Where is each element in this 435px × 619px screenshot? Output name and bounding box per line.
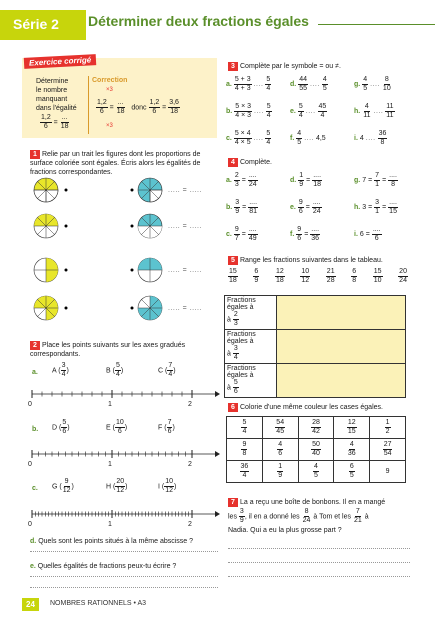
ex6-cell[interactable]: [262, 439, 298, 461]
ex2-b-point: E ( $\frac{10}{6}$ ): [106, 419, 128, 435]
ex2-a-point: C ( $\frac{7}{4}$ ): [158, 362, 176, 378]
ex6-row: [227, 439, 406, 461]
ex4-item[interactable]: d. $\frac{1}{9}$ = $\frac{....}{18}$: [290, 172, 322, 188]
fraction: $\frac{27}{54}$: [383, 441, 392, 457]
page-number: 24: [22, 598, 39, 611]
ex2-c-letter: c.: [32, 485, 38, 492]
dot[interactable]: [65, 189, 68, 192]
dot[interactable]: [65, 225, 68, 228]
ex5-row-label: Fractions égales à à $\frac{5}{6}$: [225, 364, 277, 398]
ex6-row: [227, 461, 406, 483]
corrected-exercise-tag: Exercice corrigé: [24, 54, 97, 69]
fraction: $\frac{4}{5}$: [363, 76, 368, 92]
ex5-row-label: Fractions égales à à $\frac{3}{4}$: [225, 330, 277, 364]
axis-b[interactable]: [32, 450, 220, 458]
ex7-text: La a reçu une boîte de bonbons. Il en a mangé: [240, 499, 386, 506]
fraction: $\frac{8}{24}$: [302, 508, 311, 524]
multiplier-bottom: ×3: [106, 123, 113, 129]
fraction: $\frac{4}{11}$: [363, 103, 371, 119]
corrige-statement: [36, 77, 77, 113]
fraction: $\frac{36}{4}$: [240, 463, 249, 479]
fraction: $\frac{6}{9}$: [254, 268, 259, 284]
ex6-cell[interactable]: [227, 439, 263, 461]
fraction: $\frac{28}{42}$: [312, 419, 320, 435]
fraction: $\frac{20}{24}$: [399, 268, 407, 284]
fraction: $\frac{....}{36}$: [311, 226, 320, 242]
serie-badge: Série 2: [0, 10, 86, 40]
ex2-c-point: H ( $\frac{20}{12}$ ): [106, 478, 128, 494]
ex5-fractions: [228, 268, 408, 285]
ex4-instructions: [228, 158, 272, 167]
fraction: $\frac{6}{8}$: [352, 268, 357, 284]
answer-line[interactable]: [30, 551, 218, 552]
multiplier-top: ×3: [106, 87, 113, 93]
ex1-blank[interactable]: ..... = .....: [168, 223, 202, 230]
title-rule: [318, 24, 435, 25]
ex6-table: [226, 416, 406, 483]
fraction: $\frac{1,2}{6}$: [149, 99, 160, 115]
fraction: $\frac{9}{7}$: [234, 226, 239, 242]
ex1-blank[interactable]: ..... = .....: [168, 187, 202, 194]
ex2-text: Place les points suivants sur les axes gradués correspondants.: [30, 342, 186, 358]
ex1-instructions: [30, 150, 220, 177]
ex6-cell[interactable]: [227, 461, 263, 483]
fraction: $\frac{2}{3}$: [234, 172, 239, 188]
ex4-item[interactable]: e. $\frac{9}{6}$ = $\frac{....}{24}$: [290, 199, 321, 215]
footer-label: NOMBRES RATIONNELS • A3: [50, 600, 147, 607]
fraction: $\frac{12}{18}$: [275, 268, 284, 284]
fraction: $\frac{1}{9}$: [299, 172, 304, 188]
axis-c-label-0: 0: [28, 521, 32, 528]
ex2-c-point: I ( $\frac{10}{12}$ ): [158, 478, 177, 494]
axis-c-label-2: 2: [188, 521, 192, 528]
correction-equation: $\frac{1,2}{6}$ = $\frac{...}{18}$ donc $\frac{1,2}{6}$ = $\frac{3,6}{18}$: [97, 99, 179, 115]
ex2-a-point: A ( $\frac{3}{4}$ ): [52, 362, 69, 378]
fraction: $\frac{15}{10}$: [373, 268, 382, 284]
ex4-item[interactable]: h. 3 = $\frac{3}{1}$ = $\frac{....}{15}$: [354, 199, 397, 215]
ex5-row: [225, 364, 406, 398]
fraction: $\frac{4}{5}$: [297, 130, 302, 146]
fraction: $\frac{6}{5}$: [349, 463, 354, 479]
fraction: $\frac{....}{8}$: [389, 172, 397, 188]
axis-b-label-1: 1: [108, 461, 112, 468]
ex5-answer-cell[interactable]: [277, 364, 406, 398]
ex3-item[interactable]: i. 4 .... $\frac{36}{8}$: [354, 130, 387, 146]
ex2-a-letter: a.: [32, 369, 38, 376]
fraction: $\frac{1,2}{6}$: [41, 114, 51, 130]
answer-line[interactable]: [228, 576, 410, 577]
axis-a-label-2: 2: [188, 401, 192, 408]
donc-word: donc: [131, 104, 147, 112]
ex6-cell[interactable]: 9: [370, 461, 406, 483]
ex4-text: Complète.: [240, 159, 272, 166]
ex5-text: Range les fractions suivantes dans le tableau.: [240, 257, 383, 264]
fraction: $\frac{5}{4}$: [298, 103, 303, 119]
fraction: $\frac{8}{10}$: [382, 76, 391, 92]
fraction: $\frac{15}{18}$: [229, 268, 237, 284]
fraction: $\frac{10}{12}$: [301, 268, 310, 284]
fraction: $\frac{....}{18}$: [313, 172, 322, 188]
ex3-number: 3: [228, 62, 238, 71]
ex4-number: 4: [228, 158, 238, 167]
correction-divider: [88, 76, 89, 134]
page-footer: [0, 594, 435, 619]
dot[interactable]: [131, 225, 134, 228]
fraction: $\frac{5 \times 4}{4 \times 5}$: [234, 130, 251, 146]
ex6-cell[interactable]: [334, 439, 370, 461]
fraction: $\frac{3}{4}$: [233, 345, 238, 361]
dot[interactable]: [65, 307, 68, 310]
statement-line: dans l'égalité: [36, 105, 77, 112]
fraction: $\frac{9}{8}$: [242, 441, 247, 457]
ex3-item[interactable]: a. $\frac{5 + 3}{4 + 3}$ .... $\frac{5}{4}$: [226, 76, 271, 92]
axis-c-label-1: 1: [108, 521, 112, 528]
page-title: Déterminer deux fractions égales: [88, 13, 309, 29]
ex3-item[interactable]: e. $\frac{5}{4}$ .... $\frac{45}{4}$: [290, 103, 327, 119]
ex1-number: 1: [30, 150, 40, 159]
fraction: $\frac{1}{2}$: [385, 419, 390, 435]
fraction: $\frac{5 + 3}{4 + 3}$: [234, 76, 251, 92]
ex4-item[interactable]: a. $\frac{2}{3}$ = $\frac{....}{24}$: [226, 172, 257, 188]
ex3-text: Complète par le symbole = ou ≠.: [240, 63, 341, 70]
ex4-item[interactable]: g. 7 = $\frac{7}{1}$ = $\frac{....}{8}$: [354, 172, 397, 188]
fraction: $\frac{12}{15}$: [347, 419, 356, 435]
fraction: $\frac{1}{9}$: [278, 463, 283, 479]
fraction: $\frac{....}{24}$: [312, 199, 321, 215]
ex2-question-d: d. Quels sont les points situés à la même abscisse ?: [30, 538, 194, 545]
axis-a-label-1: 1: [108, 401, 112, 408]
ex1-blank[interactable]: ..... = .....: [168, 305, 202, 312]
fraction: $\frac{3}{1}$: [375, 199, 380, 215]
correction-title: Correction: [92, 77, 128, 84]
ex3-item[interactable]: g. $\frac{4}{5}$ .... $\frac{8}{10}$: [354, 76, 391, 92]
ex6-cell[interactable]: [298, 417, 334, 439]
ex7-number: 7: [228, 498, 238, 507]
axis-a-label-0: 0: [28, 401, 32, 408]
ex6-cell[interactable]: [298, 439, 334, 461]
ex4-item[interactable]: i. 6 = $\frac{....}{6}$: [354, 226, 381, 242]
fraction: $\frac{11}{11}$: [386, 103, 394, 119]
answer-line[interactable]: [228, 562, 410, 563]
fraction: $\frac{...}{18}$: [116, 99, 125, 115]
ex3-item[interactable]: c. $\frac{5 \times 4}{4 \times 5}$ .... $\frac{5}{4}$: [226, 130, 271, 146]
fraction: $\frac{....}{15}$: [389, 199, 397, 215]
fraction: $\frac{7}{1}$: [375, 172, 380, 188]
ex6-cell[interactable]: [334, 461, 370, 483]
fraction: $\frac{2}{3}$: [233, 311, 238, 327]
fraction: $\frac{5}{4}$: [266, 76, 271, 92]
axis-a[interactable]: [32, 390, 220, 398]
axis-b-label-2: 2: [188, 461, 192, 468]
fraction: $\frac{3}{9}$: [235, 199, 240, 215]
dot[interactable]: [131, 269, 134, 272]
ex2-number: 2: [30, 341, 40, 350]
axis-b-label-0: 0: [28, 461, 32, 468]
page-header: [0, 0, 435, 40]
ex2-b-point: D ( $\frac{5}{6}$ ): [52, 419, 70, 435]
axis-c[interactable]: [32, 510, 220, 518]
ex3-item[interactable]: h. $\frac{4}{11}$ .... $\frac{11}{11}$: [354, 103, 394, 119]
ex2-question-e: e. Quelles égalités de fractions peux-tu écrire ?: [30, 563, 177, 570]
ex6-cell[interactable]: [370, 439, 406, 461]
ex5-table: [224, 295, 406, 398]
fraction: $\frac{5}{4}$: [266, 130, 271, 146]
fraction: $\frac{....}{81}$: [249, 199, 258, 215]
statement-line: Détermine: [36, 78, 69, 85]
ex6-cell[interactable]: [370, 417, 406, 439]
fraction: $\frac{50}{40}$: [312, 441, 320, 457]
fraction: $\frac{4}{5}$: [314, 463, 318, 479]
ex2-instructions: [30, 341, 220, 359]
ex1-blank[interactable]: ..... = .....: [168, 267, 202, 274]
ex6-cell[interactable]: [262, 461, 298, 483]
ex2-b-letter: b.: [32, 426, 39, 433]
fraction: $\frac{44}{55}$: [299, 76, 308, 92]
fraction: $\frac{3,6}{18}$: [169, 99, 179, 115]
fraction: $\frac{....}{6}$: [372, 226, 381, 242]
fraction: $\frac{9}{6}$: [298, 199, 303, 215]
ex6-number: 6: [228, 403, 238, 412]
ex6-cell[interactable]: [334, 417, 370, 439]
ex6-cell[interactable]: [262, 417, 298, 439]
fraction: $\frac{21}{28}$: [326, 268, 335, 284]
statement-line: manquant: [36, 96, 68, 103]
answer-line[interactable]: [228, 548, 410, 549]
fraction: $\frac{5}{4}$: [266, 103, 271, 119]
ex3-instructions: [228, 62, 341, 71]
dot[interactable]: [131, 307, 134, 310]
ex5-row: [225, 296, 406, 330]
ex6-text: Colorie d'une même couleur les cases égales.: [240, 404, 383, 411]
ex5-instructions: [228, 256, 383, 265]
ex2-b-point: F ( $\frac{7}{6}$ ): [158, 419, 175, 435]
fraction: $\frac{....}{24}$: [248, 172, 257, 188]
ex5-answer-cell[interactable]: [277, 296, 406, 330]
fraction: $\frac{45}{4}$: [318, 103, 327, 119]
ex3-item[interactable]: f. $\frac{4}{5}$ .... 4,5: [290, 130, 326, 146]
fraction: $\frac{4}{6}$: [278, 441, 283, 457]
fraction: $\frac{54}{45}$: [276, 419, 285, 435]
ex6-cell[interactable]: [227, 417, 263, 439]
fraction: $\frac{...}{18}$: [60, 114, 69, 130]
ex1-text: Relie par un trait les figures dont les proportions de surface coloriée sont égales. Écris alors les égalités de fractions correspondantes.: [30, 151, 201, 176]
fraction: $\frac{4}{36}$: [347, 441, 356, 457]
ex2-c-point: G ( $\frac{9}{12}$ ): [52, 478, 74, 494]
dot[interactable]: [131, 189, 134, 192]
fraction: $\frac{4}{5}$: [322, 76, 327, 92]
statement-line: le nombre: [36, 87, 68, 94]
ex2-a-point: B ( $\frac{5}{4}$ ): [106, 362, 124, 378]
ex4-item[interactable]: b. $\frac{3}{9}$ = $\frac{....}{81}$: [226, 199, 258, 215]
ex6-cell[interactable]: [298, 461, 334, 483]
ex5-answer-cell[interactable]: [277, 330, 406, 364]
ex4-item[interactable]: f. $\frac{9}{6}$ = $\frac{....}{36}$: [290, 226, 320, 242]
corrige-equation: $\frac{1,2}{6}$ = $\frac{...}{18}$: [41, 114, 69, 130]
ex6-instructions: [228, 403, 383, 412]
fraction: $\frac{5 \times 3}{4 \times 3}$: [235, 103, 251, 119]
ex6-row: [227, 417, 406, 439]
ex4-item[interactable]: c. $\frac{9}{7}$ = $\frac{....}{49}$: [226, 226, 257, 242]
fraction: $\frac{....}{49}$: [248, 226, 257, 242]
ex3-item[interactable]: d. $\frac{44}{55}$ .... $\frac{4}{5}$: [290, 76, 327, 92]
ex5-row-label: Fractions égales à à $\frac{2}{3}$: [225, 296, 277, 330]
answer-line[interactable]: [30, 587, 218, 588]
ex5-number: 5: [228, 256, 238, 265]
answer-line[interactable]: [30, 576, 218, 577]
fraction: $\frac{5}{4}$: [242, 419, 247, 435]
fraction: $\frac{9}{6}$: [297, 226, 302, 242]
fraction: $\frac{3}{9}$: [239, 508, 244, 524]
ex5-row: [225, 330, 406, 364]
ex7-instructions: 7 La a reçu une boîte de bonbons. Il en a mangé les $\frac{3}{9}$ , il en a donné les $\frac{8}{24}$ à Tom et les $\frac{7}{21}$ à Nadia. Qui a eu la plus grosse part ?: [228, 499, 386, 534]
fraction: $\frac{1,2}{6}$: [97, 99, 107, 115]
fraction: $\frac{36}{8}$: [378, 130, 387, 146]
fraction: $\frac{5}{6}$: [233, 379, 238, 395]
ex3-item[interactable]: b. $\frac{5 \times 3}{4 \times 3}$ .... $\frac{5}{4}$: [226, 103, 271, 119]
fraction: $\frac{7}{21}$: [353, 508, 362, 524]
dot[interactable]: [65, 269, 68, 272]
